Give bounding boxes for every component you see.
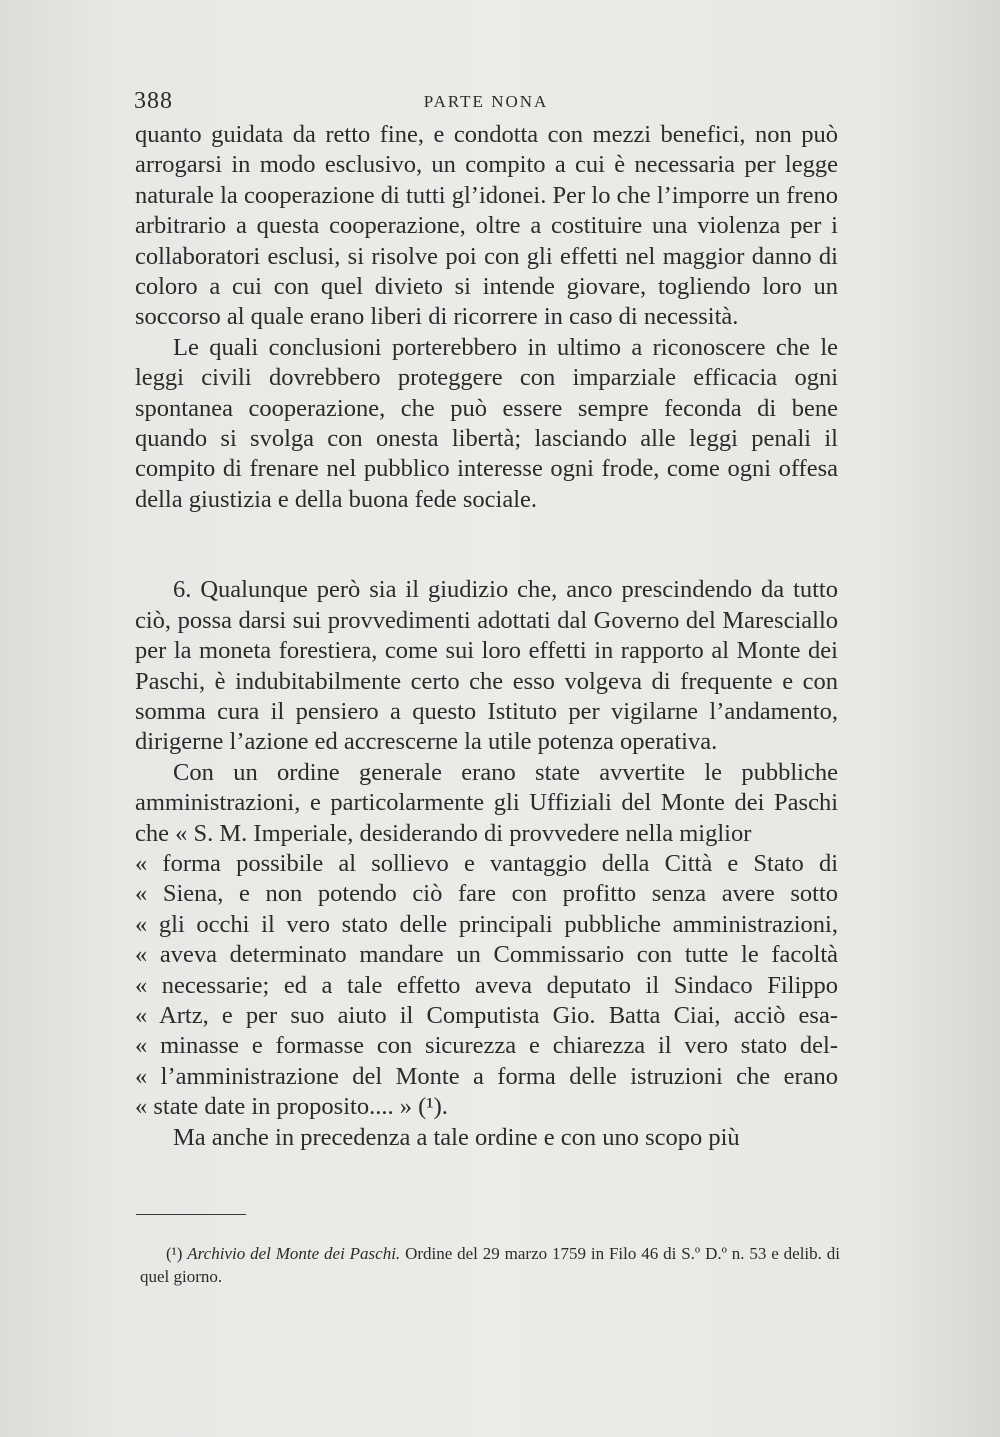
footnote-rule xyxy=(136,1214,246,1215)
page-header xyxy=(134,88,838,122)
paragraph-2: Le quali conclusioni porterebbero in ultimo a riconoscere che le leggi civili dovrebbero proteggere con imparziale efficacia ogni spontanea cooperazione, che può essere sempre feconda di bene quando si svolga con onesta libertà; lasciando alle leggi penali il compito di frenare nel pubblico interesse ogni frode, come ogni offesa della giustizia e della buona fede sociale. xyxy=(135,333,838,513)
quote-line: « state date in proposito.... » (¹). xyxy=(135,1093,448,1121)
quote-line: « minasse e formasse con sicurezza e chiarezza il vero stato del- xyxy=(135,1032,838,1060)
footnote-source: Archivio del Monte dei Paschi. xyxy=(187,1244,401,1263)
paragraph-3: 6. Qualunque però sia il giudizio che, anco prescindendo da tutto ciò, possa darsi sui provvedimenti adottati dal Governo del Maresciallo per la moneta forestiera, come sui loro effetti in rapporto al Monte dei Paschi, è indubitabilmente certo che esso volgeva di frequente e con somma cura il pensiero a questo Istituto per vigilarne l’andamento, dirigerne l’azione ed accrescerne la utile potenza operativa. xyxy=(135,576,838,756)
footnote-marker: (¹) xyxy=(166,1244,183,1263)
quote-line: « l’amministrazione del Monte a forma delle istruzioni che erano xyxy=(135,1062,838,1090)
paragraph-5: Ma anche in precedenza a tale ordine e con uno scopo più xyxy=(173,1123,740,1151)
quote-line: « Artz, e per suo aiuto il Computista Gio. Batta Ciai, acciò esa- xyxy=(135,1001,838,1029)
quote-line: « gli occhi il vero stato delle principali pubbliche amministrazioni, xyxy=(135,910,838,938)
paragraph-4: Con un ordine generale erano state avvertite le pubbliche amministrazioni, e particolarmente gli Uffiziali del Monte dei Paschi che « S. M. Imperiale, desiderando di provvedere nella miglior xyxy=(135,758,838,847)
page-number: 388 xyxy=(134,88,173,114)
quote-line: « forma possibile al sollievo e vantaggio della Città e Stato di xyxy=(135,849,838,877)
quote-line: « necessarie; ed a tale effetto aveva deputato il Sindaco Filippo xyxy=(135,971,838,999)
quoted-order xyxy=(135,849,838,1123)
quote-line: « aveva determinato mandare un Commissario con tutte le facoltà xyxy=(135,941,838,969)
quote-line: « Siena, e non potendo ciò fare con profitto senza avere sotto xyxy=(135,880,838,908)
footnotes xyxy=(140,1242,840,1288)
section-gap xyxy=(135,515,838,575)
body-text xyxy=(135,120,838,1153)
footnote-text: Ordine del 29 marzo 1759 in Filo 46 di S.º D.º n. 53 e delib. di quel giorno. xyxy=(140,1244,840,1286)
paragraph-1: quanto guidata da retto fine, e condotta con mezzi benefici, non può arrogarsi in modo esclusivo, un compito a cui è necessaria per legge naturale la cooperazione di tutti gl’idonei. Per lo che l’imporre un freno arbitrario a questa cooperazione, oltre a costituire una violenza per i collaboratori esclusi, si risolve poi con gli effetti nel maggior danno di coloro a cui con quel divieto si intende giovare, togliendo loro un soccorso al quale erano liberi di ricorrere in caso di necessità. xyxy=(135,121,838,331)
running-head: PARTE NONA xyxy=(423,92,549,111)
footnote-1 xyxy=(140,1242,840,1288)
